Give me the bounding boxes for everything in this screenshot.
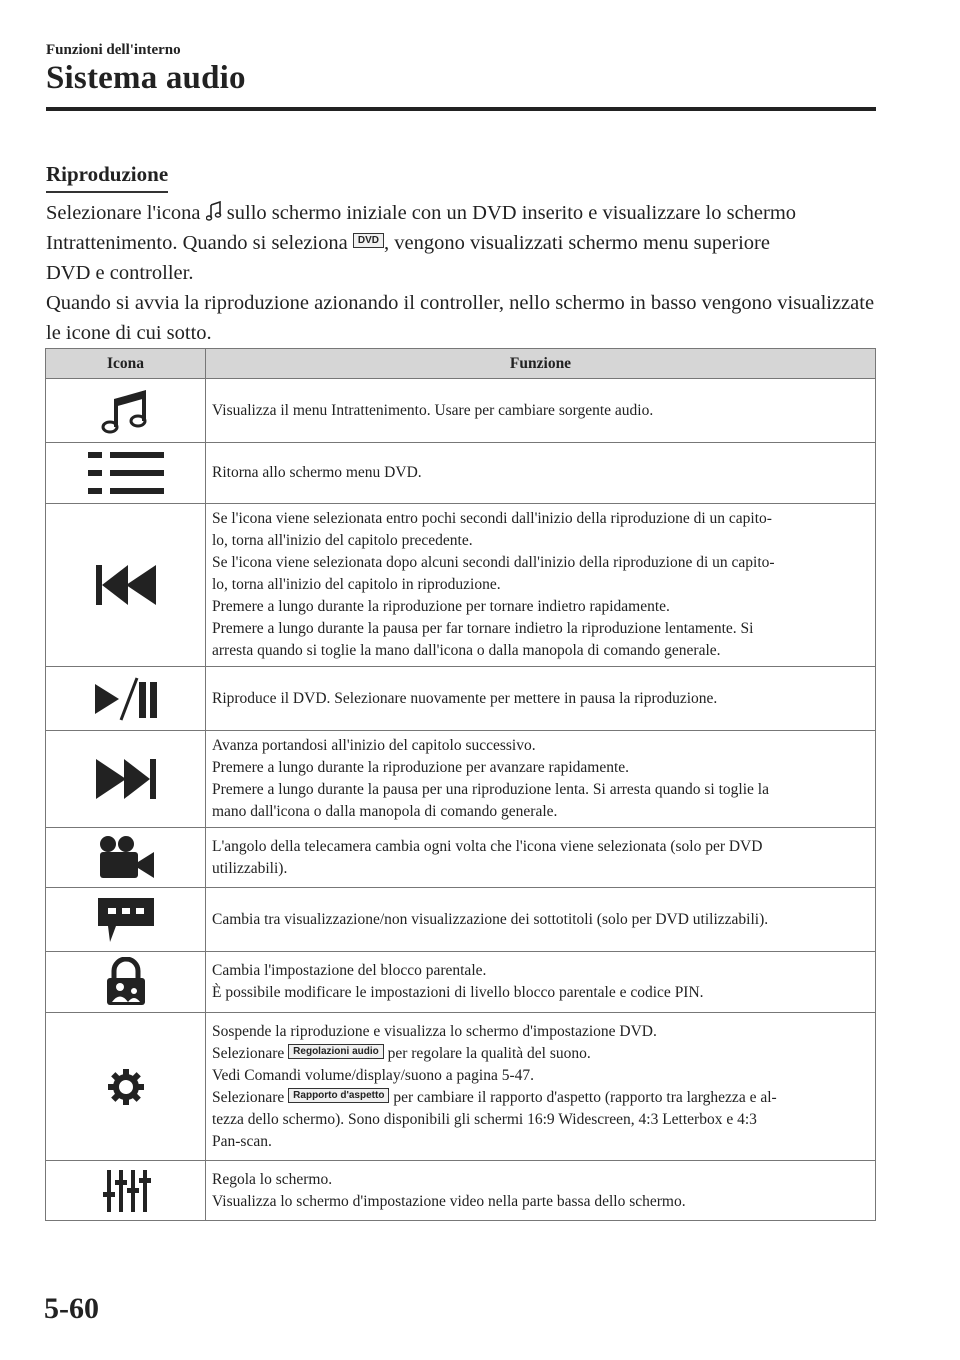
intro-text-part: Intrattenimento. Quando si seleziona [46, 232, 348, 254]
subtitles-icon [94, 894, 158, 946]
function-text: Visualizza lo schermo d'impostazione video nella parte bassa dello schermo. [212, 1192, 686, 1210]
function-text: L'angolo della telecamera cambia ogni volta che l'icona viene selezionata (solo per DVD [212, 837, 763, 855]
section-label: Funzioni dell'interno [46, 42, 181, 58]
dvd-button-chip: DVD [353, 233, 384, 248]
function-text [212, 1087, 869, 1109]
function-text-part: Selezionare [212, 1044, 285, 1062]
function-text: Premere a lungo durante la pausa per far tornare indietro la riproduzione lentamente. Si [212, 620, 754, 637]
intro-line-2 [46, 228, 876, 258]
table-header-row [46, 349, 876, 379]
function-text: Riproduce il DVD. Selezionare nuovamente per mettere in pausa la riproduzione. [212, 689, 718, 707]
function-text-part: per regolare la qualità del suono. [387, 1044, 591, 1062]
table-row [46, 504, 876, 667]
skip-next-icon [94, 757, 158, 801]
function-text: utilizzabili). [212, 859, 288, 877]
function-text: Se l'icona viene selezionata entro pochi secondi dall'inizio della riproduzione di un capito- [212, 510, 772, 527]
table-row [46, 888, 876, 952]
skip-previous-icon [94, 563, 158, 607]
function-text: Premere a lungo durante la riproduzione per tornare indietro rapidamente. [212, 598, 670, 615]
function-text-part: Selezionare [212, 1088, 285, 1106]
table-row [46, 1161, 876, 1221]
function-text: Premere a lungo durante la pausa per una riproduzione lenta. Si arresta quando si toglie la [212, 781, 769, 798]
function-text: Se l'icona viene selezionata dopo alcuni secondi dall'inizio della riproduzione di un capito- [212, 554, 775, 571]
video-camera-icon [94, 834, 158, 882]
function-text: lo, torna all'inizio del capitolo in riproduzione. [212, 576, 501, 593]
function-text: mano dall'icona o dalla manopola di comando generale. [212, 803, 558, 820]
function-text: arresta quando si toglie la mano dall'icona o dalla manopola di comando generale. [212, 642, 721, 659]
section-heading: Riproduzione [46, 158, 168, 193]
function-text: Cambia l'impostazione del blocco parentale. [212, 962, 487, 979]
icon-function-table [45, 348, 876, 1221]
function-text: Pan-scan. [212, 1132, 272, 1150]
parental-lock-icon [101, 957, 151, 1007]
function-text-part: per cambiare il rapporto d'aspetto (rapporto tra larghezza e al- [393, 1088, 777, 1106]
function-text: Vedi Comandi volume/display/suono a pagina 5-47. [212, 1066, 535, 1084]
page-number: 5-60 [44, 1292, 99, 1325]
function-text: È possibile modificare le impostazioni di livello blocco parentale e codice PIN. [212, 984, 704, 1001]
table-row [46, 952, 876, 1013]
gear-icon [106, 1067, 146, 1107]
table-row [46, 1013, 876, 1161]
function-text: Cambia tra visualizzazione/non visualizzazione dei sottotitoli (solo per DVD utilizzabili). [212, 910, 769, 928]
header-function: Funzione [206, 349, 876, 379]
table-row [46, 379, 876, 443]
music-note-inline-icon [206, 200, 222, 222]
function-text: Sospende la riproduzione e visualizza lo schermo d'impostazione DVD. [212, 1022, 657, 1040]
play-pause-icon [91, 676, 161, 722]
function-text: Ritorna allo schermo menu DVD. [212, 464, 422, 481]
intro-line-3: DVD e controller. [46, 262, 194, 284]
title-divider [46, 107, 876, 111]
audio-settings-chip: Regolazioni audio [288, 1044, 384, 1059]
table-row [46, 667, 876, 731]
aspect-ratio-chip: Rapporto d'aspetto [288, 1088, 389, 1103]
table-row [46, 731, 876, 828]
music-note-icon [94, 387, 158, 435]
intro-line-1 [46, 198, 876, 228]
function-text: tezza dello schermo). Sono disponibili gli schermi 16:9 Widescreen, 4:3 Letterbox e 4:3 [212, 1110, 757, 1128]
table-row [46, 443, 876, 504]
equalizer-sliders-icon [101, 1168, 151, 1214]
header-icon: Icona [46, 349, 206, 379]
function-text: Visualizza il menu Intrattenimento. Usare per cambiare sorgente audio. [212, 401, 654, 419]
page-title: Sistema audio [46, 60, 246, 96]
intro-text [46, 198, 876, 348]
function-text: Premere a lungo durante la riproduzione per avanzare rapidamente. [212, 759, 630, 776]
function-text: Regola lo schermo. [212, 1170, 333, 1188]
intro-text-part: , vengono visualizzati schermo menu superiore [383, 232, 770, 254]
intro-text-part: sullo schermo iniziale con un DVD inserito e visualizzare lo schermo [226, 202, 797, 224]
intro-text-part: Selezionare l'icona [46, 202, 201, 224]
intro-paragraph-2: Quando si avvia la riproduzione azionando il controller, nello schermo in basso vengono visualizzate le icone di cui sotto. [46, 292, 875, 344]
function-text: Avanza portandosi all'inizio del capitolo successivo. [212, 737, 536, 754]
menu-list-icon [86, 448, 166, 498]
table-row [46, 828, 876, 888]
function-text [212, 1043, 869, 1065]
function-text: lo, torna all'inizio del capitolo precedente. [212, 532, 473, 549]
